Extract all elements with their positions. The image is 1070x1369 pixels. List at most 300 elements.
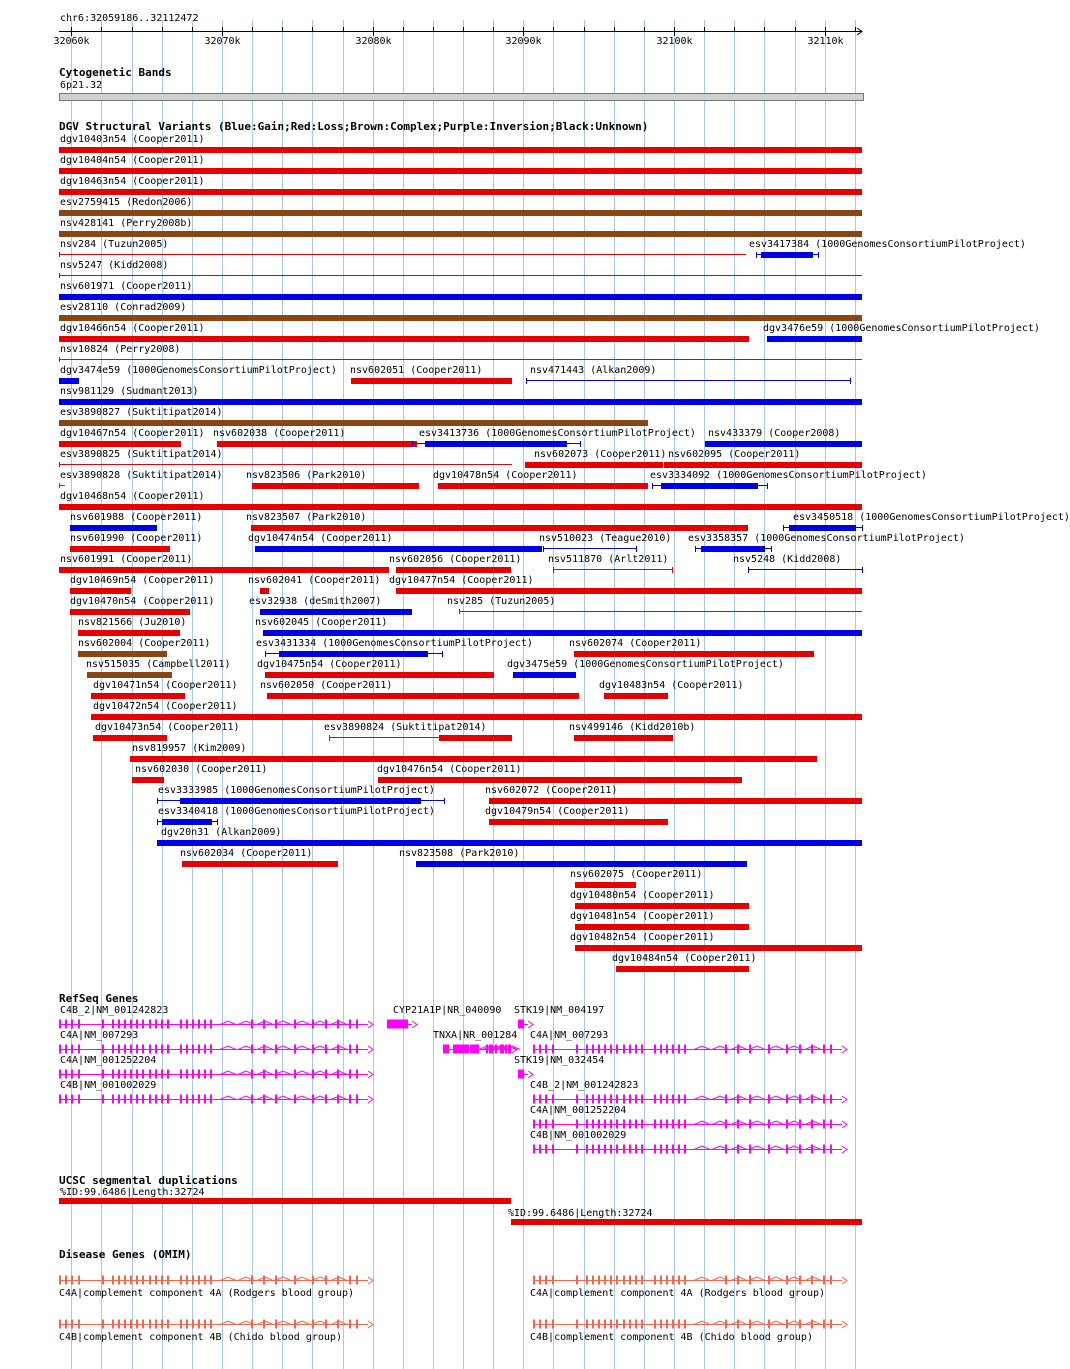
dgv-feature-label: dgv10403n54 (Cooper2011): [60, 134, 205, 145]
gene-exon: [552, 1145, 554, 1154]
gene-exon: [610, 1120, 612, 1129]
gene-exon: [477, 1045, 479, 1054]
gene-intron-chevron: [749, 1046, 765, 1050]
dgv-feature-label: nsv602050 (Cooper2011): [260, 680, 393, 691]
gene-exon: [71, 1020, 73, 1029]
dgv-feature-label: nsv602045 (Cooper2011): [255, 617, 388, 628]
dgv-feature-end: [526, 378, 527, 384]
dgv-feature-bar: [439, 735, 512, 741]
dgv-feature-label: dgv10479n54 (Cooper2011): [485, 806, 630, 817]
gene-exon: [142, 1276, 144, 1285]
dgv-feature-label: dgv10476n54 (Cooper2011): [377, 764, 522, 775]
dgv-feature-bar: [705, 441, 862, 447]
gene-exon: [684, 1045, 686, 1054]
gene-exon: [545, 1276, 547, 1285]
gene-exon: [112, 1070, 114, 1079]
gene-exon: [592, 1045, 594, 1054]
gene-intron-chevron: [220, 1321, 236, 1325]
dgv-feature-bar: [59, 504, 862, 510]
gene-strand-arrow: [368, 1096, 373, 1103]
dgv-feature-end: [265, 651, 266, 657]
dgv-feature-label: esv2759415 (Redon2006): [60, 197, 193, 208]
dgv-feature-label: dgv10471n54 (Cooper2011): [93, 680, 238, 691]
gene-exon: [444, 1045, 446, 1054]
gene-exon: [641, 1095, 643, 1104]
refseq-gene-model: [533, 1042, 850, 1056]
gene-exon: [349, 1070, 351, 1079]
gene-exon: [124, 1020, 126, 1029]
gene-exon: [592, 1276, 594, 1285]
gene-exon: [118, 1320, 120, 1329]
gene-strand-arrow: [412, 1021, 417, 1028]
gene-exon: [616, 1045, 618, 1054]
dgv-feature-core: [701, 546, 765, 552]
omim-gene-model: [533, 1273, 850, 1287]
dgv-feature-label: dgv3475e59 (1000GenomesConsortiumPilotProject): [507, 659, 784, 670]
dgv-feature-bar: [265, 672, 494, 678]
dgv-feature-bar: [664, 462, 862, 468]
gene-strand-arrow: [368, 1071, 373, 1078]
gene-exon: [635, 1095, 637, 1104]
refseq-gene-label: CYP21A1P|NR_040090: [393, 1005, 502, 1016]
dgv-feature-label: dgv10404n54 (Cooper2011): [60, 155, 205, 166]
gene-exon: [210, 1276, 212, 1285]
gene-exon: [136, 1095, 138, 1104]
gene-exon: [142, 1095, 144, 1104]
dgv-feature-core: [162, 819, 212, 825]
dgv-feature-end: [748, 567, 749, 573]
dgv-feature-bar: [525, 462, 663, 468]
refseq-gene-label: C4B|NM_001002029: [530, 1130, 627, 1141]
dgv-feature-bar: [59, 399, 862, 405]
gene-exon: [586, 1045, 588, 1054]
gene-exon: [576, 1320, 578, 1329]
gene-intron-chevron: [768, 1277, 784, 1281]
gene-exon: [660, 1320, 662, 1329]
dgv-feature-label: dgv10463n54 (Cooper2011): [60, 176, 205, 187]
dgv-feature-bar: [489, 798, 862, 804]
ruler-tick-label: 32100k: [656, 36, 693, 47]
gene-exon: [598, 1276, 600, 1285]
gene-exon: [186, 1095, 188, 1104]
dgv-feature-label: dgv10484n54 (Cooper2011): [612, 953, 757, 964]
gene-exon: [684, 1276, 686, 1285]
refseq-gene-model: [533, 1092, 850, 1106]
dgv-feature-label: dgv10473n54 (Cooper2011): [95, 722, 240, 733]
gene-exon: [71, 1276, 73, 1285]
gene-exon: [130, 1020, 132, 1029]
dgv-feature-core: [425, 441, 567, 447]
gene-exon: [623, 1045, 625, 1054]
gene-exon: [356, 1320, 358, 1329]
dgv-feature-bar: [267, 693, 579, 699]
dgv-feature-bar: [255, 546, 542, 552]
gene-exon: [610, 1095, 612, 1104]
dgv-feature-bar: [513, 672, 576, 678]
gene-exon: [356, 1045, 358, 1054]
gene-exon: [586, 1095, 588, 1104]
gene-intron-chevron: [294, 1277, 310, 1281]
gene-intron-chevron: [768, 1146, 784, 1150]
gene-exon: [610, 1320, 612, 1329]
ruler-tick-label: 32080k: [355, 36, 392, 47]
dgv-feature-bar: [616, 966, 749, 972]
gene-exon: [136, 1070, 138, 1079]
dgv-feature-bar: [59, 189, 862, 195]
gene-exon: [453, 1045, 455, 1054]
dgv-feature-label: esv3450518 (1000GenomesConsortiumPilotProject): [793, 512, 1070, 523]
gene-exon: [678, 1095, 680, 1104]
gene-exon: [823, 1095, 825, 1104]
refseq-gene-label: STK19|NM_032454: [514, 1055, 605, 1066]
dgv-feature-end: [59, 462, 60, 467]
gene-exon: [356, 1070, 358, 1079]
gene-exon: [124, 1320, 126, 1329]
gene-intron-chevron: [275, 1096, 291, 1100]
gene-exon: [672, 1120, 674, 1129]
omim-gene-label: C4B|complement component 4B (Chido blood group): [59, 1332, 342, 1343]
gene-exon: [533, 1276, 535, 1285]
gene-exon: [598, 1045, 600, 1054]
gene-strand-arrow: [528, 1071, 533, 1078]
gene-exon: [124, 1045, 126, 1054]
gene-exon: [59, 1276, 61, 1285]
gene-intron-chevron: [220, 1021, 236, 1025]
gene-exon: [192, 1045, 194, 1054]
gene-intron-chevron: [275, 1021, 291, 1025]
gene-exon: [545, 1145, 547, 1154]
gene-exon: [387, 1020, 408, 1029]
gene-intron-chevron: [220, 1096, 236, 1100]
gene-exon: [660, 1120, 662, 1129]
gene-intron-chevron: [749, 1121, 765, 1125]
gene-exon: [545, 1320, 547, 1329]
gene-exon: [610, 1145, 612, 1154]
gene-exon: [678, 1145, 680, 1154]
gene-exon: [210, 1095, 212, 1104]
gene-exon: [78, 1020, 80, 1029]
gene-exon: [180, 1320, 182, 1329]
refseq-gene-model: [59, 1067, 376, 1081]
gene-exon: [149, 1070, 151, 1079]
dgv-feature-label: dgv10482n54 (Cooper2011): [570, 932, 715, 943]
dgv-feature-end: [157, 819, 158, 825]
dgv-feature-bar: [59, 420, 648, 426]
gene-intron-chevron: [294, 1046, 310, 1050]
gene-exon: [204, 1020, 206, 1029]
gene-exon: [71, 1320, 73, 1329]
gene-strand-arrow: [842, 1277, 847, 1284]
dgv-feature-label: esv3417384 (1000GenomesConsortiumPilotProject): [749, 239, 1026, 250]
dgv-feature-label: nsv602041 (Cooper2011): [248, 575, 381, 586]
gene-exon: [118, 1070, 120, 1079]
dgv-feature-bar: [87, 672, 172, 678]
gene-exon: [629, 1276, 631, 1285]
dgv-feature-label: nsv515035 (Campbell2011): [86, 659, 231, 670]
gene-exon: [654, 1120, 656, 1129]
dgv-feature-label: dgv10483n54 (Cooper2011): [599, 680, 744, 691]
gene-exon: [518, 1020, 524, 1029]
dgv-feature-label: nsv499146 (Kidd2010b): [569, 722, 696, 733]
gene-exon: [623, 1145, 625, 1154]
gene-strand-arrow: [842, 1046, 847, 1053]
gene-exon: [130, 1276, 132, 1285]
gene-exon: [464, 1045, 466, 1054]
refseq-gene-label: C4A|NM_007293: [60, 1030, 139, 1041]
refseq-gene-label: STK19|NM_004197: [514, 1005, 605, 1016]
gene-strand-arrow: [842, 1096, 847, 1103]
dgv-feature-bar: [70, 525, 157, 531]
dgv-feature-bar: [575, 903, 749, 909]
ruler-tick-label: 32070k: [204, 36, 241, 47]
gene-exon: [539, 1095, 541, 1104]
gene-exon: [167, 1276, 169, 1285]
dgv-feature-label: esv3890824 (Suktitipat2014): [324, 722, 487, 733]
gene-exon: [830, 1276, 832, 1285]
ruler-tick-label: 32110k: [807, 36, 844, 47]
gene-exon: [161, 1320, 163, 1329]
gene-exon: [592, 1095, 594, 1104]
gene-intron-chevron: [294, 1096, 310, 1100]
dgv-feature-label: dgv10467n54 (Cooper2011): [60, 428, 205, 439]
dgv-feature-bar: [59, 147, 862, 153]
gene-exon: [604, 1276, 606, 1285]
gene-exon: [830, 1145, 832, 1154]
gene-exon: [460, 1045, 462, 1054]
dgv-feature-label: nsv471443 (Alkan2009): [530, 365, 657, 376]
gene-exon: [610, 1045, 612, 1054]
gene-exon: [59, 1045, 61, 1054]
dgv-feature-core: [661, 483, 758, 489]
gene-exon: [654, 1095, 656, 1104]
gene-exon: [130, 1045, 132, 1054]
dgv-feature-label: dgv10469n54 (Cooper2011): [70, 575, 215, 586]
dgv-feature-line: [748, 569, 862, 570]
gene-exon: [204, 1070, 206, 1079]
gene-exon: [167, 1020, 169, 1029]
gene-exon: [598, 1320, 600, 1329]
gene-exon: [102, 1045, 104, 1054]
gene-exon: [71, 1045, 73, 1054]
gene-exon: [830, 1120, 832, 1129]
dgv-feature-label: nsv819957 (Kim2009): [132, 743, 247, 754]
dgv-feature-bar: [416, 861, 747, 867]
dgv-feature-end: [329, 735, 330, 741]
gene-exon: [65, 1020, 67, 1029]
gene-strand-arrow: [368, 1321, 373, 1328]
dgv-feature-label: nsv510023 (Teague2010): [539, 533, 672, 544]
dgv-feature-bar: [438, 483, 648, 489]
gene-exon: [475, 1045, 477, 1054]
gene-exon: [629, 1095, 631, 1104]
dgv-feature-label: nsv602004 (Cooper2011): [78, 638, 211, 649]
gene-exon: [830, 1320, 832, 1329]
dgv-feature-end: [636, 546, 637, 552]
gene-strand-arrow: [368, 1277, 373, 1284]
dgv-feature-line: [59, 254, 746, 255]
gene-exon: [124, 1070, 126, 1079]
gene-exon: [112, 1276, 114, 1285]
gene-exon: [678, 1120, 680, 1129]
dgv-feature-bar: [574, 651, 814, 657]
gene-exon: [78, 1320, 80, 1329]
dgv-feature-end: [543, 546, 544, 552]
dgv-feature-bar: [378, 777, 742, 783]
gene-exon: [118, 1020, 120, 1029]
gene-intron-chevron: [294, 1021, 310, 1025]
gene-exon: [635, 1120, 637, 1129]
gene-exon: [198, 1045, 200, 1054]
gene-exon: [78, 1045, 80, 1054]
gene-exon: [192, 1276, 194, 1285]
dgv-feature-bar: [575, 924, 749, 930]
gene-exon: [356, 1020, 358, 1029]
gene-exon: [198, 1320, 200, 1329]
gene-exon: [616, 1095, 618, 1104]
dgv-feature-line: [553, 569, 672, 570]
dgv-feature-end: [459, 609, 460, 614]
gene-exon: [118, 1095, 120, 1104]
dgv-feature-label: nsv602074 (Cooper2011): [569, 638, 702, 649]
dgv-feature-label: dgv10466n54 (Cooper2011): [60, 323, 205, 334]
gene-exon: [823, 1276, 825, 1285]
refseq-gene-model: [518, 1017, 536, 1031]
gene-intron-chevron: [694, 1046, 710, 1050]
gene-exon: [654, 1320, 656, 1329]
gene-exon: [672, 1095, 674, 1104]
gene-exon: [78, 1276, 80, 1285]
omim-gene-model: [59, 1273, 376, 1287]
gene-intron-chevron: [694, 1321, 710, 1325]
gene-exon: [356, 1095, 358, 1104]
dgv-feature-core: [789, 525, 856, 531]
gene-exon: [576, 1276, 578, 1285]
gene-exon: [102, 1020, 104, 1029]
gene-exon: [467, 1045, 469, 1054]
dgv-feature-end: [767, 483, 768, 489]
gene-exon: [629, 1045, 631, 1054]
gene-exon: [823, 1120, 825, 1129]
gene-exon: [356, 1276, 358, 1285]
gene-exon: [641, 1276, 643, 1285]
gene-exon: [660, 1276, 662, 1285]
gene-exon: [198, 1070, 200, 1079]
gene-exon: [604, 1095, 606, 1104]
gene-intron-chevron: [694, 1121, 710, 1125]
dgv-feature-label: nsv602038 (Cooper2011): [213, 428, 346, 439]
gene-exon: [539, 1320, 541, 1329]
gene-exon: [136, 1276, 138, 1285]
gene-exon: [623, 1120, 625, 1129]
dgv-feature-bar: [260, 609, 412, 615]
dgv-feature-label: esv3890827 (Suktitipat2014): [60, 407, 223, 418]
gene-exon: [539, 1120, 541, 1129]
cytoband-label: 6p21.32: [60, 80, 103, 91]
gene-exon: [678, 1320, 680, 1329]
gene-exon: [684, 1320, 686, 1329]
dgv-feature-end: [818, 252, 819, 258]
dgv-feature-label: nsv821566 (Ju2010): [78, 617, 187, 628]
dgv-feature-bar: [396, 567, 511, 573]
gene-exon: [592, 1320, 594, 1329]
dgv-feature-end: [444, 798, 445, 804]
dgv-feature-end: [217, 819, 218, 825]
ruler-tick-label: 32090k: [505, 36, 542, 47]
dgv-feature-bar: [59, 210, 862, 216]
gene-exon: [576, 1120, 578, 1129]
dgv-feature-core: [761, 252, 813, 258]
dgv-feature-label: nsv285 (Tuzun2005): [447, 596, 556, 607]
dgv-feature-label: nsv428141 (Perry2008b): [60, 218, 193, 229]
gene-exon: [142, 1320, 144, 1329]
gene-strand-arrow: [368, 1021, 373, 1028]
dgv-feature-label: nsv601988 (Cooper2011): [70, 512, 203, 523]
segdup-bar: [511, 1219, 862, 1225]
dgv-feature-bar: [91, 693, 185, 699]
gene-exon: [102, 1095, 104, 1104]
gene-intron-chevron: [275, 1071, 291, 1075]
gene-exon: [635, 1045, 637, 1054]
dgv-feature-end: [756, 252, 757, 258]
dgv-feature-label: esv3333985 (1000GenomesConsortiumPilotProject): [158, 785, 435, 796]
gene-exon: [167, 1320, 169, 1329]
gene-strand-arrow: [842, 1321, 847, 1328]
gene-exon: [641, 1120, 643, 1129]
gene-intron-chevron: [294, 1321, 310, 1325]
dgv-feature-line: [59, 464, 512, 465]
gene-exon: [830, 1045, 832, 1054]
gene-exon: [635, 1145, 637, 1154]
dgv-feature-end: [580, 441, 581, 447]
dgv-feature-end: [412, 441, 413, 447]
gene-exon: [598, 1145, 600, 1154]
gene-exon: [576, 1145, 578, 1154]
gene-exon: [186, 1020, 188, 1029]
omim-track-title: Disease Genes (OMIM): [59, 1248, 192, 1261]
gene-exon: [576, 1095, 578, 1104]
dgv-feature-label: dgv10480n54 (Cooper2011): [570, 890, 715, 901]
dgv-feature-label: dgv10475n54 (Cooper2011): [257, 659, 402, 670]
gene-exon: [616, 1276, 618, 1285]
refseq-gene-label: C4A|NM_007293: [530, 1030, 609, 1041]
gene-intron-chevron: [275, 1321, 291, 1325]
dgv-feature-label: nsv511870 (Arlt2011): [548, 554, 669, 565]
gene-exon: [155, 1045, 157, 1054]
gene-exon: [552, 1120, 554, 1129]
gene-exon: [142, 1070, 144, 1079]
dgv-feature-bar: [132, 777, 164, 783]
gene-intron-chevron: [694, 1277, 710, 1281]
gene-exon: [149, 1276, 151, 1285]
gene-exon: [823, 1320, 825, 1329]
dgv-feature-bar: [489, 819, 668, 825]
gene-intron-chevron: [220, 1046, 236, 1050]
gene-exon: [349, 1045, 351, 1054]
dgv-feature-label: nsv433379 (Cooper2008): [708, 428, 841, 439]
gene-exon: [586, 1145, 588, 1154]
gene-exon: [161, 1070, 163, 1079]
dgv-feature-core: [279, 651, 428, 657]
dgv-feature-bar: [604, 693, 668, 699]
dgv-feature-bar: [70, 546, 170, 552]
refseq-gene-model: [59, 1017, 376, 1031]
gene-exon: [349, 1020, 351, 1029]
dgv-feature-label: nsv601991 (Cooper2011): [60, 554, 193, 565]
gene-exon: [616, 1145, 618, 1154]
dgv-feature-label: dgv10477n54 (Cooper2011): [389, 575, 534, 586]
gene-exon: [118, 1045, 120, 1054]
cytoband-bar: [59, 93, 864, 101]
